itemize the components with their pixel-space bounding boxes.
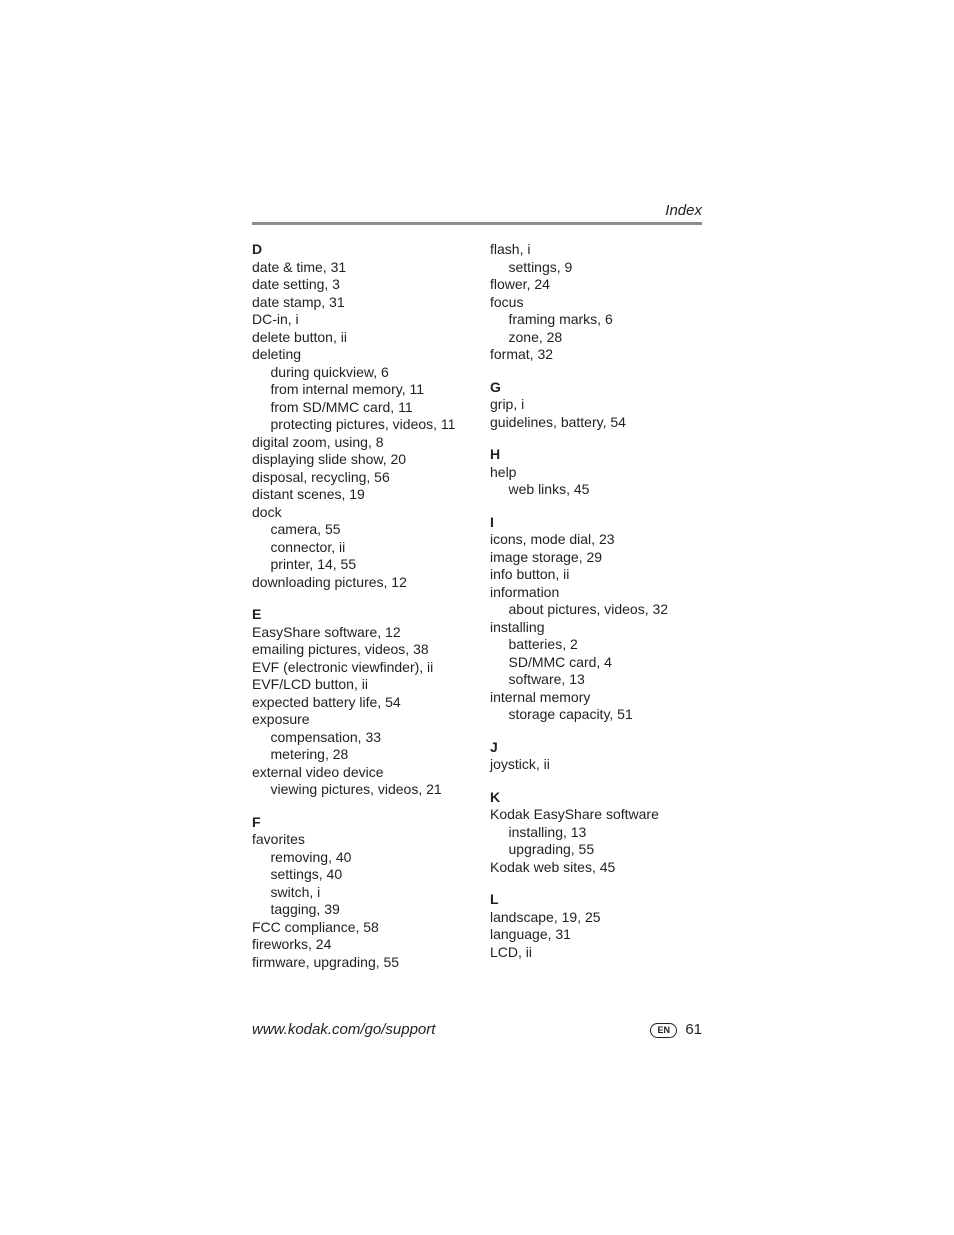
index-entry: help bbox=[490, 463, 517, 480]
index-entry: landscape, 19, 25 bbox=[490, 908, 601, 925]
index-entry: favorites bbox=[252, 831, 305, 847]
index-subentry: switch, i bbox=[270, 883, 321, 900]
index-subentry: SD/MMC card, 4 bbox=[508, 653, 612, 670]
index-section-letter: H bbox=[490, 446, 501, 462]
index-entry: dock bbox=[252, 503, 282, 520]
index-subentry: software, 13 bbox=[508, 671, 585, 687]
index-subentry: batteries, 2 bbox=[508, 636, 578, 652]
index-entry: disposal, recycling, 56 bbox=[252, 468, 390, 485]
section-gap bbox=[252, 799, 487, 814]
index-entry: date stamp, 31 bbox=[252, 293, 345, 310]
index-entry: date & time, 31 bbox=[252, 258, 347, 275]
footer-support-url[interactable]: www.kodak.com/go/support bbox=[252, 1021, 436, 1038]
index-section-letter: J bbox=[490, 738, 498, 755]
section-gap bbox=[490, 774, 725, 789]
index-section-letter: I bbox=[490, 513, 494, 530]
index-entry: displaying slide show, 20 bbox=[252, 451, 407, 467]
index-section-letter: K bbox=[490, 788, 501, 805]
index-entry: info button, ii bbox=[490, 566, 570, 582]
index-entry: emailing pictures, videos, 38 bbox=[252, 641, 429, 657]
index-entry: Kodak EasyShare software bbox=[490, 806, 659, 822]
index-subentry: upgrading, 55 bbox=[508, 841, 595, 857]
index-entry: DC-in, i bbox=[252, 311, 299, 327]
index-entry: guidelines, battery, 54 bbox=[490, 413, 626, 430]
index-entry: joystick, ii bbox=[490, 756, 550, 772]
index-column-left bbox=[252, 241, 487, 971]
index-entry: EVF/LCD button, ii bbox=[252, 676, 368, 692]
index-subentry: from SD/MMC card, 11 bbox=[270, 398, 413, 415]
index-subentry: storage capacity, 51 bbox=[508, 706, 633, 722]
page-header-title: Index bbox=[665, 202, 702, 219]
index-section-letter: E bbox=[252, 606, 262, 622]
index-subentry: viewing pictures, videos, 21 bbox=[270, 781, 442, 797]
index-entry: firmware, upgrading, 55 bbox=[252, 953, 400, 970]
index-entry: grip, i bbox=[490, 396, 525, 412]
index-entry: internal memory bbox=[490, 688, 591, 705]
index-section-letter: L bbox=[490, 891, 499, 907]
index-entry: image storage, 29 bbox=[490, 548, 603, 565]
index-subentry: compensation, 33 bbox=[270, 728, 382, 745]
footer-page-info bbox=[650, 1020, 702, 1040]
index-entry: Kodak web sites, 45 bbox=[490, 858, 616, 875]
index-entry: external video device bbox=[252, 763, 384, 780]
index-entry: EVF (electronic viewfinder), ii bbox=[252, 658, 434, 675]
index-section-letter: F bbox=[252, 813, 261, 830]
index-subentry: about pictures, videos, 32 bbox=[508, 601, 669, 617]
language-badge: EN bbox=[650, 1023, 677, 1038]
index-subentry: protecting pictures, videos, 11 bbox=[270, 416, 456, 432]
index-subentry: installing, 13 bbox=[508, 823, 587, 840]
index-subentry: metering, 28 bbox=[270, 746, 349, 762]
index-subentry: framing marks, 6 bbox=[508, 311, 613, 327]
index-entry: language, 31 bbox=[490, 926, 571, 942]
index-subentry: tagging, 39 bbox=[270, 901, 340, 917]
header-rule bbox=[252, 222, 702, 225]
index-entry: deleting bbox=[252, 346, 302, 362]
index-entry: digital zoom, using, 8 bbox=[252, 433, 384, 450]
index-entry: LCD, ii bbox=[490, 943, 533, 960]
index-entry: downloading pictures, 12 bbox=[252, 573, 407, 590]
index-subentry: zone, 28 bbox=[508, 328, 563, 345]
index-entry: date setting, 3 bbox=[252, 276, 340, 292]
index-section-letter: D bbox=[252, 241, 263, 257]
section-gap bbox=[490, 876, 725, 891]
index-entry: format, 32 bbox=[490, 346, 554, 362]
index-entry: FCC compliance, 58 bbox=[252, 918, 379, 935]
section-gap bbox=[490, 499, 725, 514]
index-subentry: connector, ii bbox=[270, 538, 346, 555]
index-entry: installing bbox=[490, 618, 545, 635]
index-subentry: camera, 55 bbox=[270, 521, 341, 537]
index-entry: flash, i bbox=[490, 241, 531, 257]
index-entry: EasyShare software, 12 bbox=[252, 623, 401, 640]
section-gap bbox=[490, 431, 725, 446]
index-subentry: removing, 40 bbox=[270, 848, 352, 865]
index-entry: icons, mode dial, 23 bbox=[490, 531, 615, 547]
index-entry: focus bbox=[490, 293, 524, 310]
index-entry: delete button, ii bbox=[252, 328, 347, 345]
index-entry: fireworks, 24 bbox=[252, 936, 332, 952]
index-subentry: web links, 45 bbox=[508, 481, 590, 497]
index-entry: flower, 24 bbox=[490, 276, 550, 292]
index-entry: expected battery life, 54 bbox=[252, 693, 401, 710]
index-entry: exposure bbox=[252, 711, 310, 727]
index-subentry: during quickview, 6 bbox=[270, 363, 389, 380]
section-gap bbox=[252, 591, 487, 606]
section-gap bbox=[490, 364, 725, 379]
index-subentry: settings, 40 bbox=[270, 866, 343, 882]
index-section-letter: G bbox=[490, 378, 501, 395]
section-gap bbox=[490, 724, 725, 739]
index-subentry: settings, 9 bbox=[508, 258, 573, 275]
page-number: 61 bbox=[685, 1021, 702, 1038]
index-column-right bbox=[490, 241, 725, 961]
index-subentry: printer, 14, 55 bbox=[270, 556, 357, 572]
index-subentry: from internal memory, 11 bbox=[270, 381, 425, 397]
index-entry: information bbox=[490, 583, 560, 600]
index-entry: distant scenes, 19 bbox=[252, 486, 365, 502]
